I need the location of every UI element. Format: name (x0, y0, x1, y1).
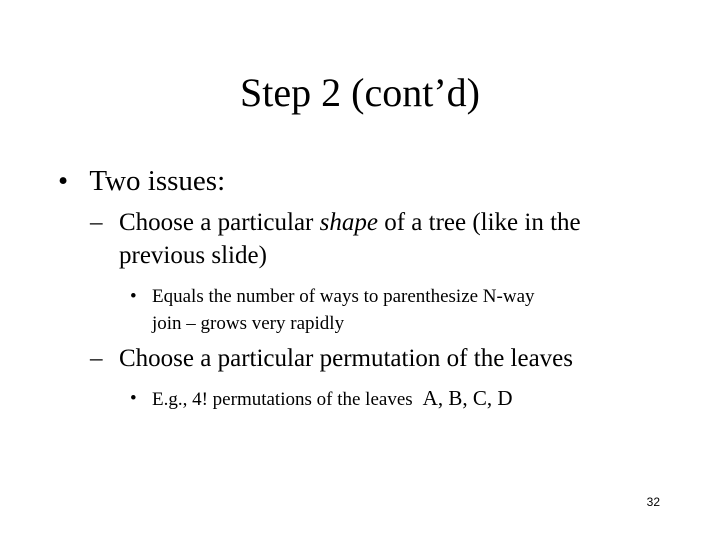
subsubitem-equals-line2: join – grows very rapidly (152, 313, 345, 334)
subsubitem-equals-line1: Equals the number of ways to parenthesize N-way (152, 286, 535, 307)
emphasis-shape: shape (319, 209, 378, 236)
bullet-two-issues (58, 162, 225, 200)
dash-icon: – (90, 345, 103, 372)
bullet-icon: • (130, 286, 137, 307)
subitem-permutation-text: Choose a particular permutation of the leaves (119, 345, 574, 372)
text-part: Choose a particular (119, 209, 320, 236)
subitem-shape-line2: previous slide) (119, 242, 267, 269)
bullet-text: Two issues: (89, 165, 226, 197)
dash-icon: – (90, 209, 103, 236)
subitem-shape-line1 (119, 207, 581, 239)
subsubitem-example-text (152, 385, 513, 413)
bullet-icon: • (130, 388, 137, 409)
slide-title: Step 2 (cont’d) (240, 70, 480, 115)
leaves-list: A, B, C, D (422, 386, 513, 410)
page-number: 32 (646, 495, 660, 509)
example-text: E.g., 4! permutations of the leaves (152, 389, 413, 410)
bullet-icon: • (58, 165, 69, 197)
text-part: of a tree (like in the (377, 209, 581, 236)
